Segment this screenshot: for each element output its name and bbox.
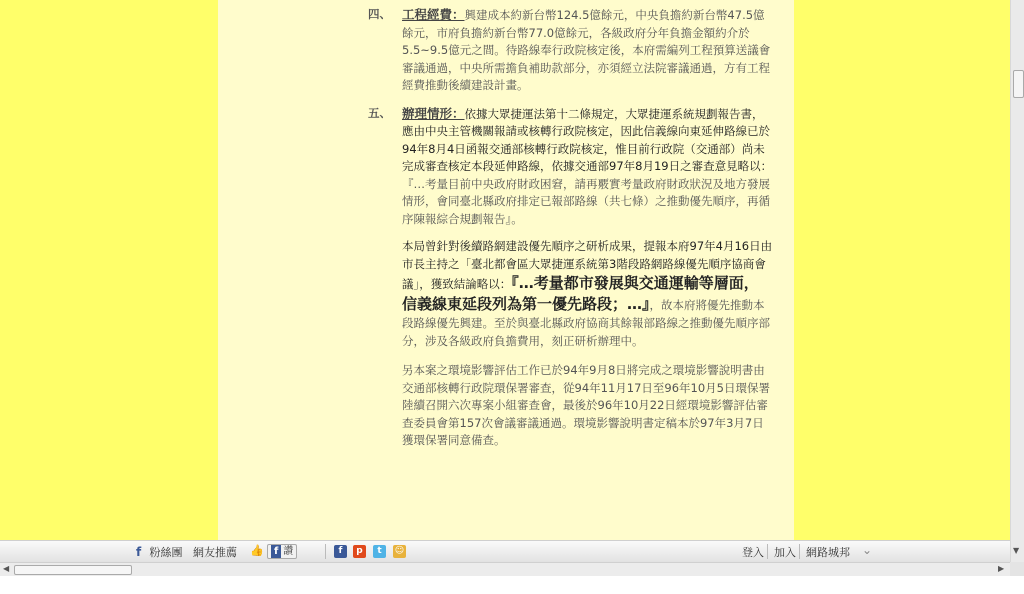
fanpage-label: 粉絲團 <box>149 546 183 559</box>
twitter-share-icon[interactable]: t <box>373 545 386 558</box>
chevron-down-icon[interactable]: ⌄ <box>862 543 873 557</box>
horizontal-scroll-thumb[interactable] <box>14 565 132 575</box>
section-heading: 辦理情形： <box>402 105 465 121</box>
scrollbar-corner <box>1010 562 1024 576</box>
scroll-down-arrow-icon[interactable]: ▼ <box>1013 546 1020 555</box>
section-progress <box>368 105 773 229</box>
article-paper <box>218 0 794 540</box>
facebook-icon: f <box>136 545 142 559</box>
section-text-dark: 依據大眾捷運法第十二條規定，大眾捷運系統規劃報告書，應由中央主管機關報請或核轉行政院核定，因此信義線向東延伸路線已於94年8月4日函報交通部核轉行政院核定，惟目前行政院（交通部）尚未完成審查核定本段延伸路線，依據交通部97年8月19日之審查意見略以： <box>402 106 773 173</box>
page-background-left <box>0 0 218 540</box>
section-text-quote: 『…考量目前中央政府財政困窘，請再覈實考量政府財政狀況及地方發展情形，會同臺北縣政府排定已報部路線（共七條）之推動優先順序，再循序陳報綜合規劃報告』。 <box>402 176 770 226</box>
toolbar-divider <box>799 544 800 559</box>
page-background-right <box>794 0 1010 540</box>
paragraph-environment <box>368 362 773 450</box>
join-link[interactable]: 加入 <box>774 546 796 559</box>
section-engineering-cost <box>368 6 773 95</box>
section-text: 興建成本約新台幣124.5億餘元，中央負擔約新台幣47.5億餘元，市府負擔約新台幣77.0億餘元，各級政府分年負擔金額約介於5.5~9.5億元之間。待路線奉行政院核定後，本府需編列工程預算送議會審議通過，中央所需擔負補助款部分，亦須經立法院審議通過，方有工程經費推動後續建設計畫。 <box>402 8 771 92</box>
toolbar-divider <box>325 544 326 559</box>
like-button[interactable] <box>250 544 297 559</box>
vertical-scrollbar[interactable] <box>1010 0 1024 562</box>
like-label: 讚 <box>283 546 294 557</box>
horizontal-scrollbar[interactable] <box>0 562 1010 576</box>
share-icon[interactable]: ☺ <box>394 546 405 556</box>
paragraph-priority <box>368 238 773 350</box>
facebook-share-icon[interactable]: f <box>334 545 347 558</box>
scroll-left-arrow-icon[interactable]: ◀ <box>3 564 10 573</box>
paragraph-text-b: ，故本府將優先推動本段路線優先興建。至於與臺北縣政府協商其餘報部路線之推動優先順序部分，涉及各級政府負擔費用，刻正研析辦理中。 <box>402 298 770 348</box>
paragraph-text: 本局曾針對後續路網建設優先順序之研析成果，提報本府97年4月16日由市長主持之「臺北都會區大眾捷運系統第3階段路網路線優先順序協商會議」，獲致結論略以： <box>402 239 773 291</box>
section-number: 五、 <box>368 105 391 120</box>
article-content <box>368 6 773 462</box>
window-bottom-strip <box>0 576 1024 594</box>
thumbs-up-icon: 👍 <box>250 544 264 557</box>
paragraph-quote: 『…考量都市發展與交通運輸等層面，信義線東延段列為第一優先路段；…』 <box>402 274 759 313</box>
scroll-right-arrow-icon[interactable]: ▶ <box>998 564 1005 573</box>
toolbar-divider <box>767 544 768 559</box>
facebook-like-button[interactable] <box>267 544 297 559</box>
section-heading: 工程經費： <box>402 7 465 22</box>
facebook-icon: f <box>271 545 281 558</box>
recommend-link[interactable]: 網友推薦 <box>193 546 237 559</box>
section-number: 四、 <box>368 7 391 21</box>
network-link[interactable]: 網路城邦 <box>806 546 850 559</box>
vertical-scroll-thumb[interactable] <box>1013 70 1024 98</box>
plurk-share-icon[interactable]: p <box>353 545 366 558</box>
share-toolbar <box>0 540 1010 562</box>
login-link[interactable]: 登入 <box>742 546 764 559</box>
fanpage-link[interactable] <box>136 544 183 560</box>
paragraph-text: 另本案之環境影響評估工作已於94年9月8日將完成之環境影響說明書由交通部核轉行政院環保署審查，從94年11月17日至96年10月5日環保署陸續召開六次專案小組審查會，最後於96年10月22日經環境影響評估審查委員會第157次會議審議通過。環境影響說明書定稿本於97年3月7日獲環保署同意備查。 <box>402 363 770 447</box>
